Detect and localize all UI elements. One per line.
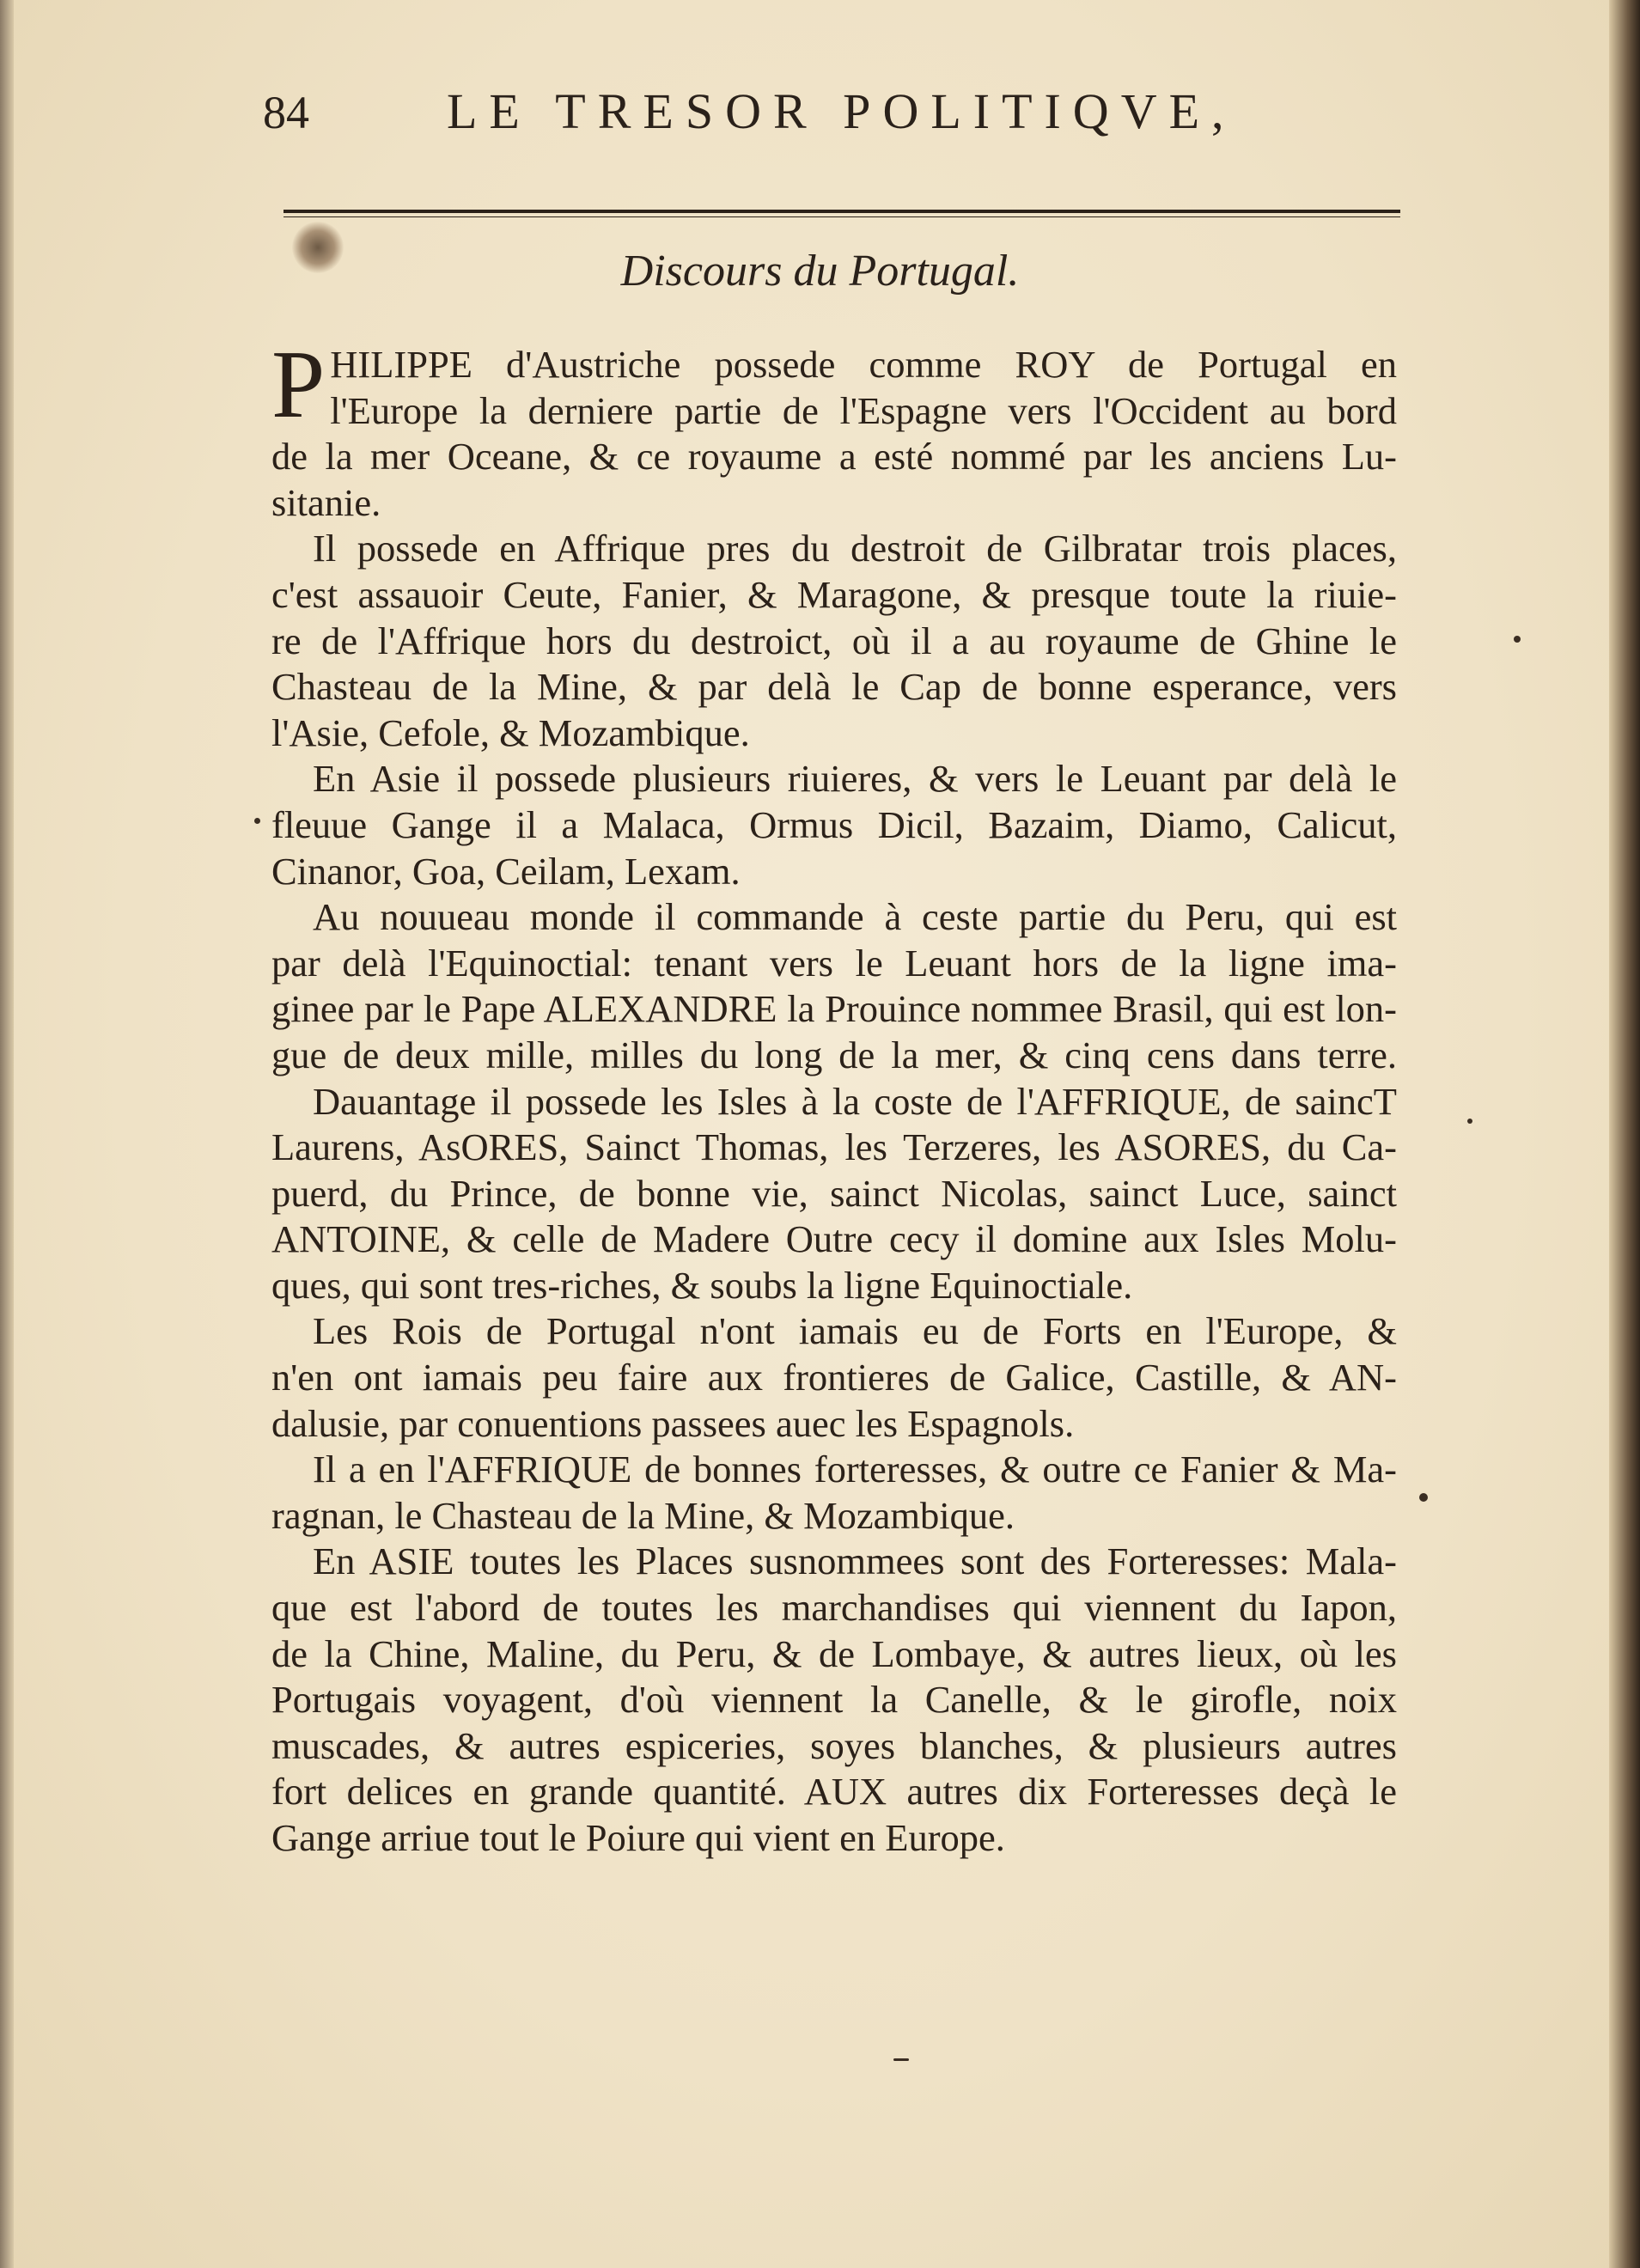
- ink-speck: [893, 2058, 909, 2061]
- text-line: Chasteau de la Mine, & par delà le Cap de bonne esperance, vers: [271, 665, 1397, 709]
- text-line: Les Rois de Portugal n'ont iamais eu de Forts en l'Europe, &: [313, 1309, 1397, 1353]
- running-title: LE TRESOR POLITIQVE,: [447, 83, 1236, 139]
- text-line: Cinanor, Goa, Ceilam, Lexam.: [271, 849, 741, 893]
- text-line: dalusie, par conuentions passees auec les Espagnols.: [271, 1401, 1075, 1445]
- text-line: Gange arriue tout le Poiure qui vient en Europe.: [271, 1816, 1005, 1859]
- page-number: 84: [263, 87, 309, 138]
- text-line: gue de deux mille, milles du long de la mer, & cinq cens dans terre.: [271, 1033, 1397, 1076]
- section-title: Discours du Portugal.: [620, 247, 1020, 296]
- text-line: c'est assauoir Ceute, Fanier, & Maragone, & presque toute la riuie-: [271, 572, 1397, 616]
- ink-speck: [1467, 1119, 1472, 1124]
- ink-speck: [254, 818, 260, 824]
- text-line: re de l'Affrique hors du destroict, où il a au royaume de Ghine le: [271, 619, 1397, 662]
- drop-capital: P: [271, 332, 326, 438]
- text-line: sitanie.: [271, 480, 381, 524]
- text-line: Portugais voyagent, d'où viennent la Canelle, & le girofle, noix: [271, 1678, 1397, 1722]
- text-line: l'Asie, Cefole, & Mozambique.: [271, 710, 750, 754]
- text-line: fort delices en grande quantité. AUX autres dix Forteresses deçà le: [271, 1770, 1397, 1814]
- text-line: HILIPPE d'Austriche possede comme ROY de Portugal en: [330, 343, 1397, 386]
- ink-speck: [1514, 636, 1521, 643]
- text-line: ragnan, le Chasteau de la Mine, & Mozambique.: [271, 1493, 1015, 1537]
- text-line: En ASIE toutes les Places susnommees sont des Forteresses: Mala-: [313, 1539, 1397, 1583]
- text-line: l'Europe la derniere partie de l'Espagne vers l'Occident au bord: [330, 388, 1397, 432]
- page-right-edge: [1609, 0, 1640, 2268]
- text-line: par delà l'Equinoctial: tenant vers le Leuant hors de la ligne ima-: [271, 941, 1397, 985]
- text-line: Il a en l'AFFRIQUE de bonnes forteresses, & outre ce Fanier & Ma-: [313, 1448, 1397, 1491]
- ink-speck: [1419, 1493, 1428, 1502]
- text-line: n'en ont iamais peu faire aux frontieres de Galice, Castille, & AN-: [271, 1356, 1397, 1399]
- text-line: ANTOINE, & celle de Madere Outre cecy il domine aux Isles Molu-: [271, 1217, 1397, 1261]
- text-line: muscades, & autres espiceries, soyes blanches, & plusieurs autres: [271, 1723, 1397, 1767]
- text-line: En Asie il possede plusieurs riuieres, & vers le Leuant par delà le: [313, 757, 1397, 801]
- text-line: que est l'abord de toutes les marchandises qui viennent du Iapon,: [271, 1586, 1397, 1630]
- text-line: de la mer Oceane, & ce royaume a esté nommé par les anciens Lu-: [271, 435, 1397, 479]
- text-line: ginee par le Pape ALEXANDRE la Prouince nommee Brasil, qui est lon-: [271, 987, 1397, 1031]
- text-line: Dauantage il possede les Isles à la coste de l'AFFRIQUE, de saincT: [313, 1079, 1397, 1123]
- text-line: Laurens, AsORES, Sainct Thomas, les Terzeres, les ASORES, du Ca-: [271, 1125, 1397, 1169]
- text-line: fleuue Gange il a Malaca, Ormus Dicil, Bazaim, Diamo, Calicut,: [271, 802, 1397, 846]
- text-line: puerd, du Prince, de bonne vie, sainct Nicolas, sainct Luce, sainct: [271, 1171, 1397, 1215]
- text-line: Au nouueau monde il commande à ceste partie du Peru, qui est: [313, 895, 1397, 939]
- page-left-edge: [0, 0, 14, 2268]
- header-rule: [283, 210, 1400, 217]
- text-line: Il possede en Affrique pres du destroit de Gilbratar trois places,: [313, 527, 1397, 570]
- text-line: de la Chine, Maline, du Peru, & de Lombaye, & autres lieux, où les: [271, 1631, 1397, 1675]
- body-text: [271, 332, 1397, 1862]
- text-line: ques, qui sont tres-riches, & soubs la ligne Equinoctiale.: [271, 1263, 1133, 1307]
